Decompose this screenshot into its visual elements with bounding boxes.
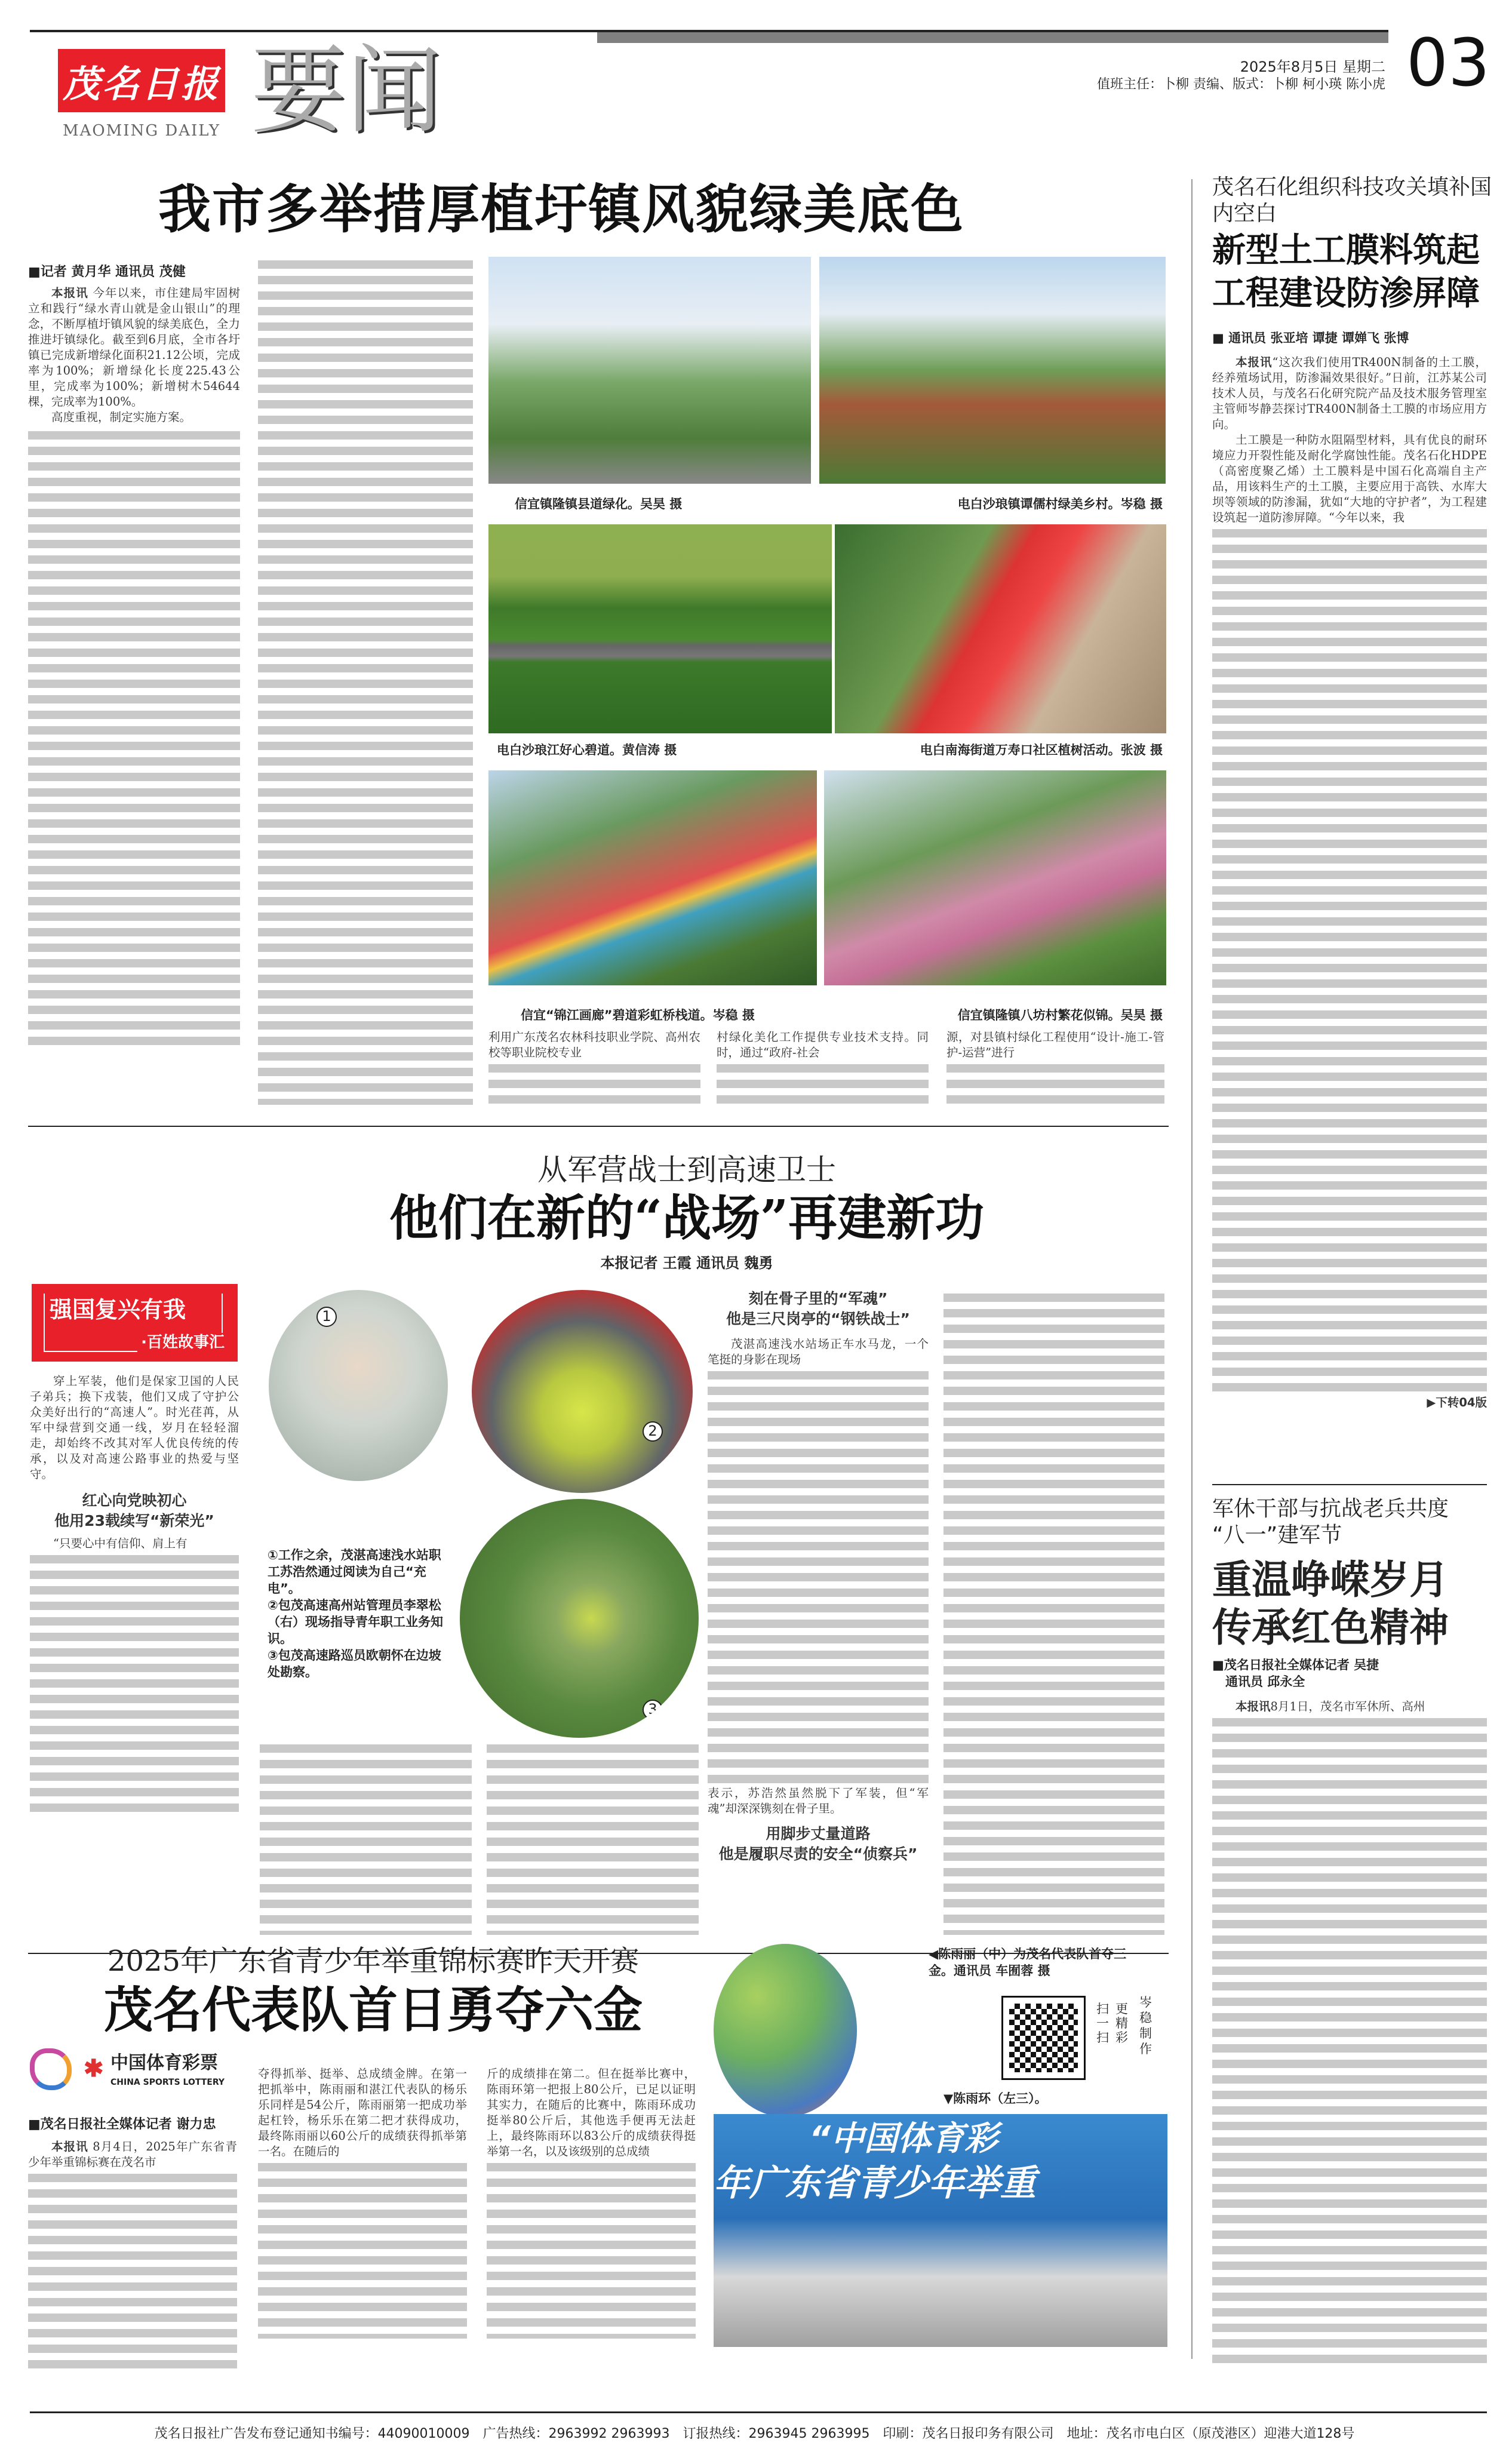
photo-flowers bbox=[824, 770, 1166, 985]
text: 斤的成绩排在第二。但在挺举比赛中，陈雨环第一把报上80公斤，已足以证明其实力，在随后的比赛中，陈雨环成功挺举80公斤后，其他选手便再无法赶上，最终陈雨环以83公斤的成绩获得挺举第一名，以及该级别的总成绩 bbox=[487, 2067, 696, 2158]
text-block bbox=[30, 1551, 239, 1814]
text: 夺得抓举、挺举、总成绩金牌。在第一把抓举中，陈雨丽和湛江代表队的杨乐乐同样是54公斤，陈雨丽第一把成功举起杠铃，杨乐乐在第二把才获得成功，最终陈雨丽以60公斤的成绩获得抓举第一名。在随后的 bbox=[258, 2067, 467, 2158]
logo-english: MAOMING DAILY bbox=[62, 122, 221, 140]
rb-kicker-2: “八一”建军节 bbox=[1212, 1523, 1342, 1547]
caption: ③包茂高速路巡员欧朝怀在边坡处勘察。 bbox=[268, 1648, 441, 1679]
lead-col-2 bbox=[258, 257, 473, 1105]
right-byline: ■ 通讯员 张亚培 谭捷 谭婵飞 张博 bbox=[1212, 331, 1409, 345]
sports-col-2 bbox=[258, 2066, 467, 2339]
caption-2: 电白沙琅镇谭儒村绿美乡村。岑稳 摄 bbox=[957, 497, 1163, 511]
lead-headline: 我市多举措厚植圩镇风貌绿美底色 bbox=[158, 178, 965, 240]
badge-subtitle: ·百姓故事汇 bbox=[137, 1333, 225, 1352]
caption-4: 电白南海街道万寿口社区植树活动。张波 摄 bbox=[920, 743, 1163, 757]
feature-headline: 他们在新的“战场”再建新功 bbox=[389, 1190, 985, 1247]
caption-6: 信宜镇隆镇八坊村繁花似锦。吴昊 摄 bbox=[957, 1008, 1163, 1022]
qr-code[interactable] bbox=[1003, 1998, 1084, 2078]
lead-label: 本报讯 bbox=[1236, 355, 1273, 369]
page-number: 03 bbox=[1406, 24, 1490, 101]
photo-number-3: 3 bbox=[643, 1700, 663, 1720]
lead-text: 8月4日，2025年广东省青少年举重锦标赛在茂名市 bbox=[28, 2140, 237, 2169]
qr-label-2: 更精彩 bbox=[1115, 2002, 1128, 2045]
lead-bottom-col-2 bbox=[717, 1030, 929, 1107]
lottery-en: CHINA SPORTS LOTTERY bbox=[110, 2078, 225, 2087]
right-headline-2: 工程建设防渗屏障 bbox=[1212, 274, 1480, 313]
sports-kicker: 2025年广东省青少年举重锦标赛昨天开赛 bbox=[107, 1944, 640, 1978]
caption: ①工作之余，茂湛高速浅水站职工苏浩然通过阅读为自己“充电”。 bbox=[268, 1548, 441, 1596]
photo-reading bbox=[269, 1290, 448, 1481]
caption-1: 信宜镇隆镇县道绿化。吴昊 摄 bbox=[515, 497, 683, 511]
sports-caption-2: ▼陈雨环（左三）。 bbox=[943, 2091, 1047, 2106]
feature-col-3 bbox=[487, 1741, 699, 1935]
lead-bottom-col-3 bbox=[946, 1030, 1164, 1107]
caption-5: 信宜“锦江画廊”碧道彩虹桥栈道。岑稳 摄 bbox=[521, 1008, 755, 1022]
section-title: 要闻 bbox=[251, 35, 442, 146]
sports-col-1 bbox=[28, 2139, 237, 2373]
qr-credit: 岑稳制作 bbox=[1139, 1995, 1152, 2056]
photo-greenway bbox=[488, 524, 832, 733]
banner-text-1: “中国体育彩 bbox=[809, 2119, 998, 2158]
intro: 穿上军装，他们是保家卫国的人民子弟兵；换下戎装，他们又成了守护公众美好出行的“高速人”。时光荏苒，从军中绿营到交通一线，岁月在轻轻溜走，却始终不改其对军人优良传统的传承，以及对高速公路事业的热爱与坚守。 bbox=[30, 1374, 239, 1481]
header-bar bbox=[597, 32, 1388, 43]
feature-col-1 bbox=[30, 1374, 239, 1814]
right-headline-1: 新型土工膜料筑起 bbox=[1212, 231, 1480, 270]
sub1-text: “只要心中有信仰、肩上有 bbox=[53, 1537, 188, 1550]
lead-label: 本报讯 bbox=[51, 2140, 88, 2153]
issue-date: 2025年8月5日 星期二 bbox=[1240, 59, 1385, 75]
column-badge bbox=[32, 1284, 238, 1362]
rb-headline-1: 重温峥嵘岁月 bbox=[1212, 1556, 1449, 1603]
feature-col-2 bbox=[260, 1741, 472, 1935]
photo-medalists bbox=[714, 1944, 857, 2117]
rb-byline-1: ■茂名日报社全媒体记者 吴捷 bbox=[1212, 1658, 1379, 1672]
qr-label-1: 扫一扫 bbox=[1096, 2002, 1109, 2045]
right-body bbox=[1212, 355, 1487, 1411]
lead-label: 本报讯 bbox=[1236, 1700, 1271, 1713]
sub2-end: 表示，苏浩然虽然脱下了军装，但“军魂”却深深镌刻在骨子里。 bbox=[708, 1786, 929, 1815]
feature-col-4 bbox=[708, 1289, 929, 1864]
lead-text: “这次我们使用TR400N制备的土工膜，经养殖场试用，防渗漏效果很好。”日前，江苏某公司技术人员，与茂名石化研究院产品及技术服务管理室主管师岑静芸探讨TR400N制备土工膜的市场应用方向。 bbox=[1212, 355, 1487, 431]
text: 源，对县镇村绿化工程使用“设计-施工-管护-运营”进行 bbox=[946, 1030, 1164, 1059]
text-block bbox=[28, 428, 240, 1049]
divider bbox=[28, 1126, 1169, 1127]
sports-col-3 bbox=[487, 2066, 696, 2339]
text: 村绿化美化工作提供专业技术支持。同时，通过“政府-社会 bbox=[717, 1030, 929, 1059]
photo-tree-planting bbox=[835, 524, 1166, 733]
editors: 值班主任：卜柳 责编、版式：卜柳 柯小瑛 陈小虎 bbox=[1097, 77, 1385, 92]
caption: ②包茂高速高州站管理员李翠松（右）现场指导青年职工业务知识。 bbox=[268, 1598, 443, 1646]
sports-byline: ■茂名日报社全媒体记者 谢力忠 bbox=[28, 2117, 216, 2132]
photo-number-1: 1 bbox=[316, 1307, 337, 1327]
lead-label: 本报讯 bbox=[51, 286, 88, 300]
footer-info: 茂名日报社广告发布登记通知书编号：44090010009 广告热线：2963992 2963993 订报热线：2963945 2963995 印刷：茂名日报印务有限公司 地址：茂名市电白区（原茂港区）迎港大道128号 bbox=[154, 2426, 1355, 2441]
lottery-logo-icon: ✱ bbox=[84, 2054, 104, 2082]
footer-rule bbox=[30, 2411, 1487, 2413]
newspaper-logo: 茂名日报 bbox=[58, 49, 225, 112]
rb-headline-2: 传承红色精神 bbox=[1212, 1604, 1449, 1651]
feature-byline: 本报记者 王霞 通讯员 魏勇 bbox=[600, 1255, 773, 1271]
games-logo bbox=[30, 2048, 72, 2090]
caption-3: 电白沙琅江好心碧道。黄信涛 摄 bbox=[497, 743, 677, 757]
photo-number-2: 2 bbox=[643, 1421, 663, 1442]
lottery-name: 中国体育彩票 bbox=[110, 2053, 218, 2073]
sub2-text: 茂湛高速浅水站场正车水马龙，一个笔挺的身影在现场 bbox=[708, 1337, 929, 1366]
para-2: 土工膜是一种防水阻隔型材料，具有优良的耐环境应力开裂性能及耐化学腐蚀性能。茂名石化HDPE（高密度聚乙烯）土工膜料是中国石化高端自主产品，用该料生产的土工膜，主要应用于高铁、水库大坝等领域的防渗漏，犹如“大地的守护者”，为工程建设筑起一道防渗屏障。“今年以来，我 bbox=[1212, 433, 1487, 524]
subhead-1: 红心向党映初心 他用23载续写“新荣光” bbox=[54, 1492, 214, 1529]
lead-para-2: 高度重视，制定实施方案。 bbox=[51, 410, 192, 424]
photo-slope bbox=[460, 1499, 699, 1738]
jump-link[interactable]: ▶下转04版 bbox=[1427, 1396, 1487, 1409]
banner-text-2: 年广东省青少年举重 bbox=[714, 2162, 1036, 2204]
lead-byline: ■记者 黄月华 通讯员 茂健 bbox=[28, 265, 186, 279]
sports-headline: 茂名代表队首日勇夺六金 bbox=[103, 1981, 643, 2039]
photo-podium bbox=[714, 2114, 1167, 2347]
feature-kicker: 从军营战士到高速卫士 bbox=[537, 1153, 836, 1187]
photo-county-road bbox=[488, 257, 811, 484]
photo-guidance bbox=[472, 1290, 693, 1493]
badge-title: 强国复兴有我 bbox=[50, 1296, 186, 1323]
lead-text: 8月1日，茂名市军休所、高州 bbox=[1270, 1700, 1425, 1713]
rb-byline-2: 通讯员 邱永全 bbox=[1225, 1675, 1305, 1689]
subhead-2: 刻在骨子里的“军魂” 他是三尺岗亭的“钢铁战士” bbox=[726, 1290, 910, 1328]
feature-photo-captions bbox=[268, 1547, 447, 1680]
divider bbox=[1212, 1484, 1487, 1485]
photo-rainbow-bridge bbox=[488, 770, 817, 985]
lead-bottom-col-1 bbox=[488, 1030, 700, 1107]
text-block bbox=[1212, 526, 1487, 1395]
subhead-3: 用脚步丈量道路 他是履职尽责的安全“侦察兵” bbox=[718, 1825, 918, 1863]
feature-col-5 bbox=[943, 1290, 1164, 1935]
lead-col-1 bbox=[28, 285, 240, 1049]
photo-village bbox=[819, 257, 1166, 484]
rb-body bbox=[1212, 1699, 1487, 2365]
rb-kicker-1: 军休干部与抗战老兵共度 bbox=[1212, 1497, 1449, 1521]
lead-text: 今年以来，市住建局牢固树立和践行“绿水青山就是金山银山”的理念，不断厚植圩镇风貌的绿美底色，全力推进圩镇绿化。截至到6月底，全市各圩镇已完成新增绿化面积21.12公顷，完成率为100%；新增绿化长度225.43公里，完成率为100%；新增树木54644棵，完成率为100%。 bbox=[28, 286, 240, 408]
column-divider bbox=[1191, 179, 1193, 2359]
right-kicker: 茂名石化组织科技攻关填补国内空白 bbox=[1212, 175, 1492, 226]
text: 利用广东茂名农林科技职业学院、高州农校等职业院校专业 bbox=[488, 1030, 700, 1059]
sports-caption-1: ◀陈雨丽（中）为茂名代表队首夺三金。通讯员 车囿蓉 摄 bbox=[929, 1947, 1127, 1978]
